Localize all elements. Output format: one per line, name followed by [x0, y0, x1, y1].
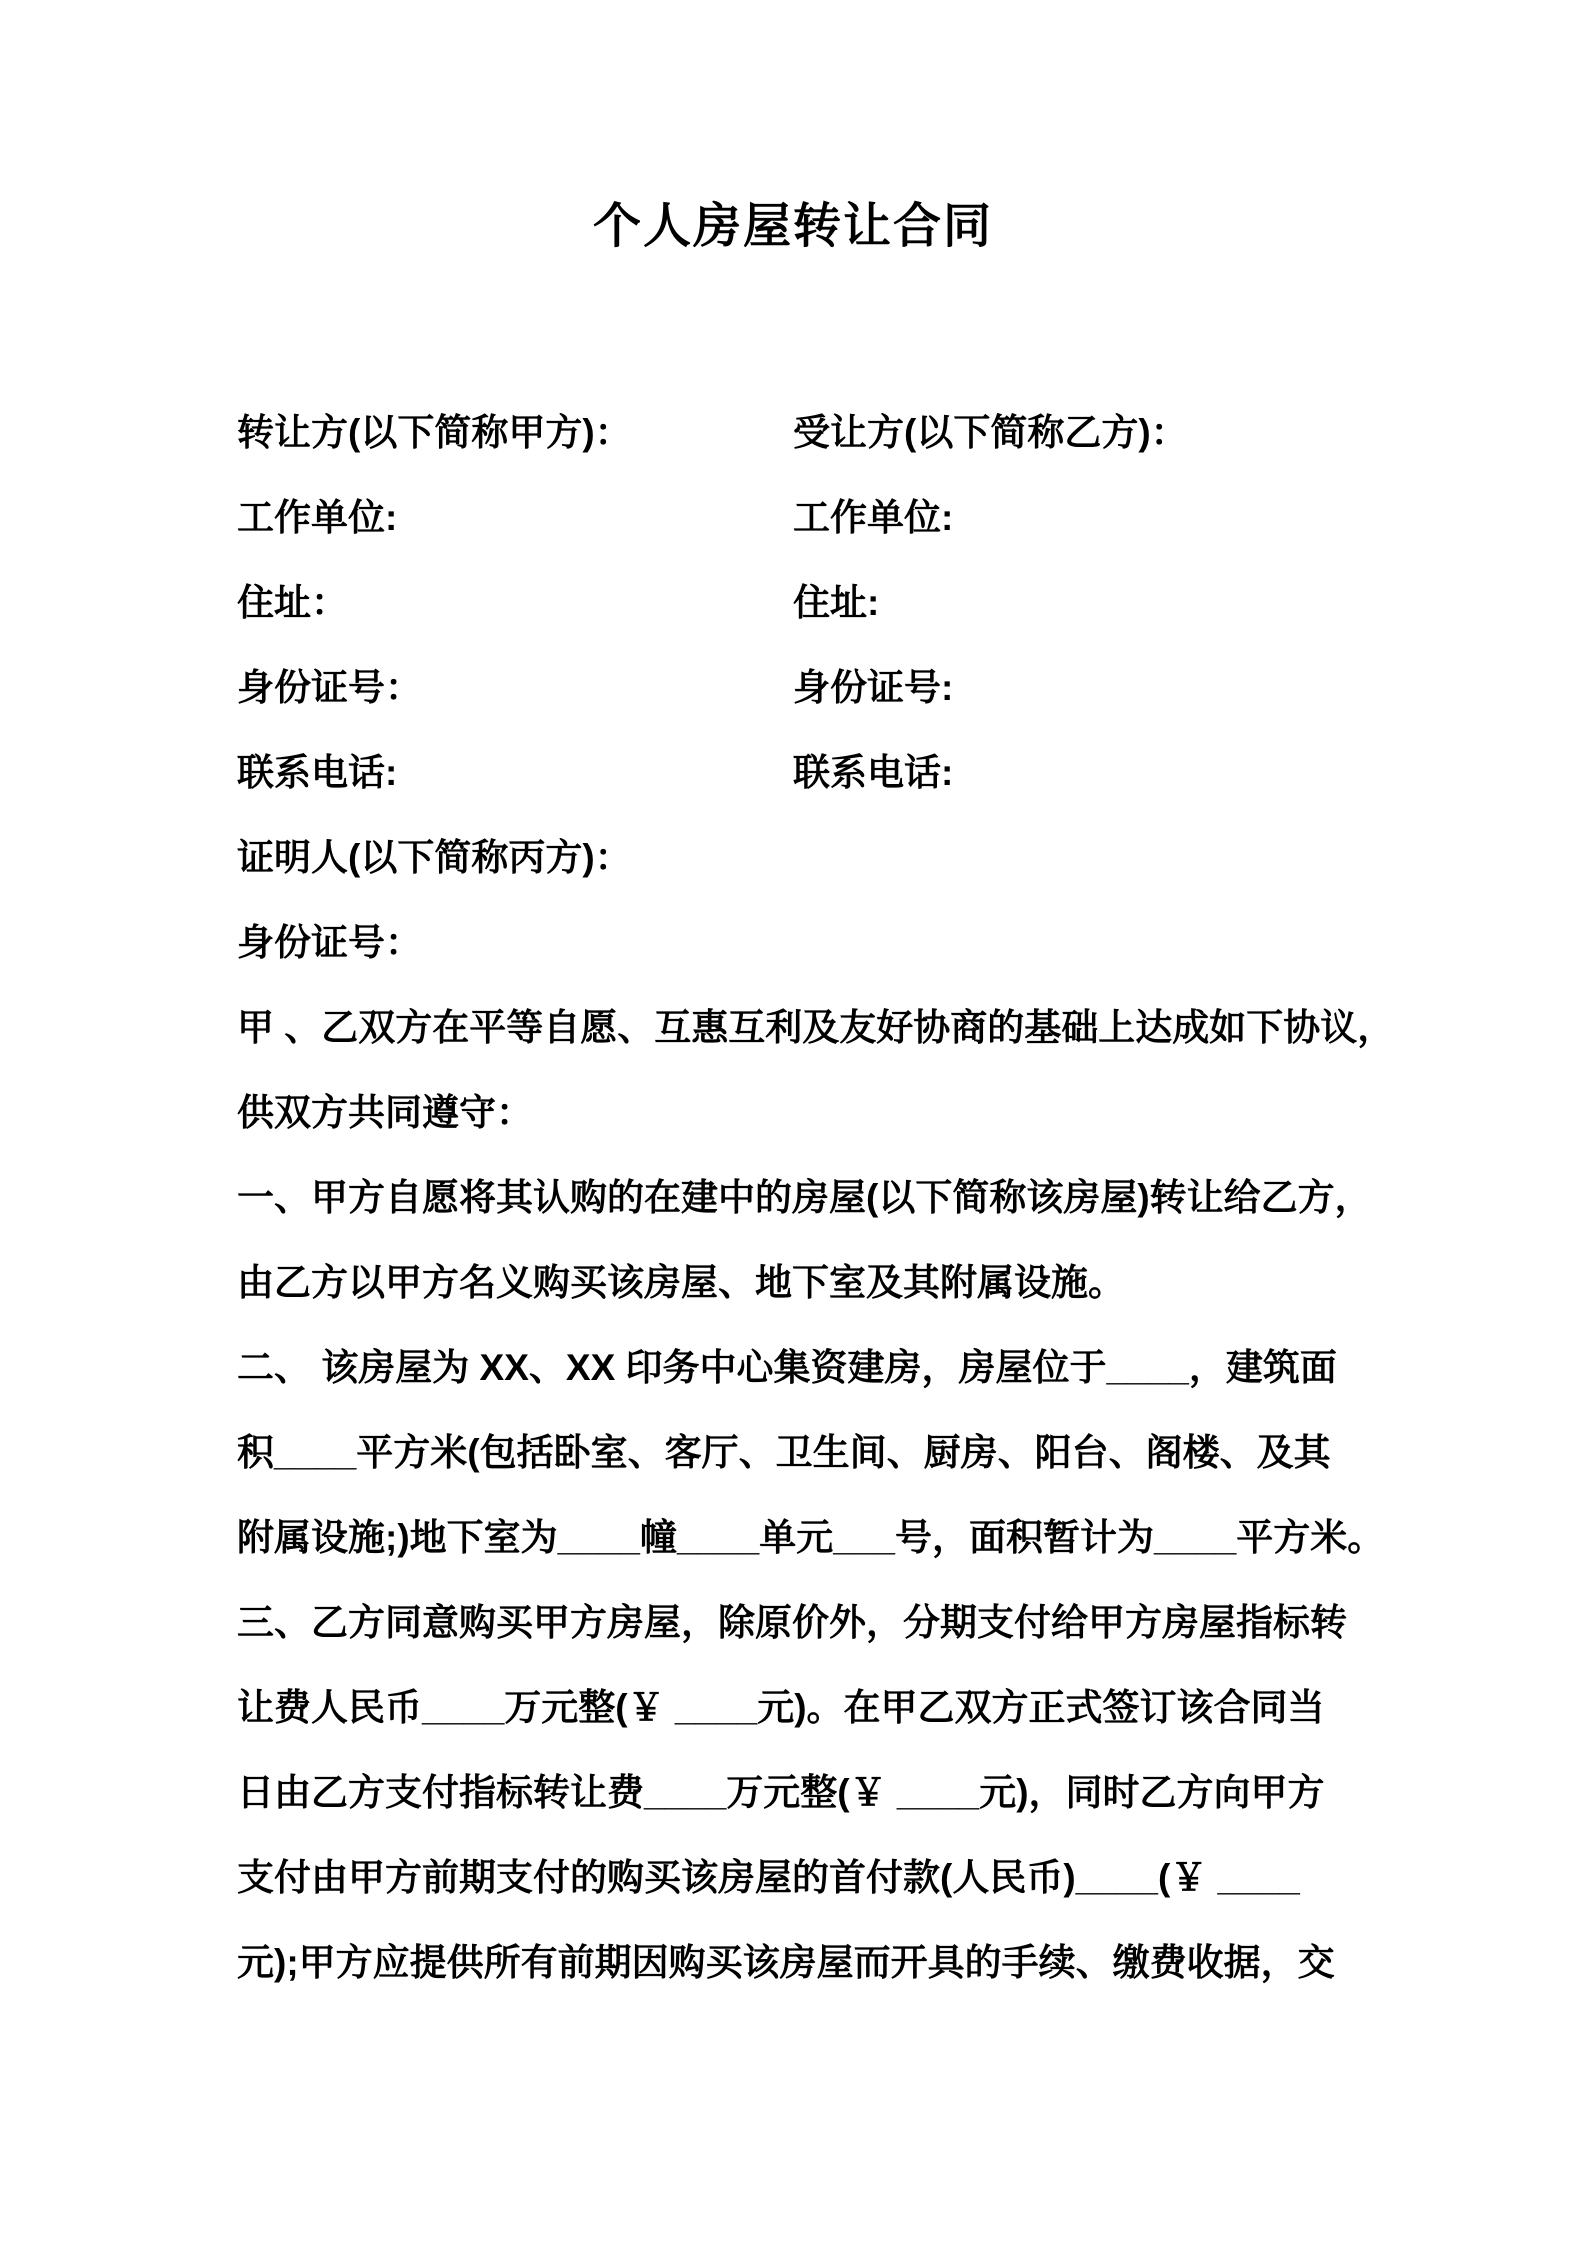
contract-body — [237, 985, 1417, 2005]
party-a-phone-label: 联系电话: — [237, 752, 398, 793]
contract-text-line: 附属设施;)地下室为____幢____单元___号，面积暂计为____平方米。 — [237, 1517, 1385, 1558]
work-unit-row — [237, 475, 1417, 560]
address-row — [237, 560, 1417, 645]
contract-text-line: 日由乙方支付指标转让费____万元整(￥ ____元)，同时乙方向甲方 — [237, 1772, 1325, 1813]
contract-text-line: 元);甲方应提供所有前期因购买该房屋而开具的手续、缴费收据，交 — [237, 1942, 1335, 1983]
id-number-row — [237, 645, 1417, 730]
witness-id-label: 身份证号： — [237, 922, 422, 963]
transferee-label: 受让方(以下简称乙方)： — [793, 412, 1188, 453]
party-a-address-label: 住址： — [237, 582, 348, 623]
witness-row-spacer — [793, 815, 1417, 900]
party-b-phone-label: 联系电话: — [793, 752, 954, 793]
party-names-row — [237, 390, 1417, 475]
phone-row — [237, 730, 1417, 815]
witness-row — [237, 815, 1417, 900]
contract-text-line: 供双方共同遵守： — [237, 1092, 533, 1133]
contract-text-line: 一、甲方自愿将其认购的在建中的房屋(以下简称该房屋)转让给乙方， — [237, 1177, 1372, 1218]
witness-label: 证明人(以下简称丙方)： — [237, 837, 632, 878]
contract-text-line: 让费人民币____万元整(￥ ____元)。在甲乙双方正式签订该合同当 — [237, 1687, 1325, 1728]
contract-text-line: 积____平方米(包括卧室、客厅、卫生间、厨房、阳台、阁楼、及其 — [237, 1432, 1331, 1473]
party-a-id-label: 身份证号： — [237, 667, 422, 708]
party-a-work-unit-label: 工作单位: — [237, 497, 398, 538]
contract-text-line: 支付由甲方前期支付的购买该房屋的首付款(人民币)____(￥ ____ — [237, 1857, 1300, 1898]
witness-id-row-spacer — [793, 900, 1417, 985]
contract-text-line: 由乙方以甲方名义购买该房屋、地下室及其附属设施。 — [237, 1262, 1125, 1303]
party-b-address-label: 住址: — [793, 582, 880, 623]
party-b-work-unit-label: 工作单位: — [793, 497, 954, 538]
contract-text-line: 三、乙方同意购买甲方房屋，除原价外，分期支付给甲方房屋指标转 — [237, 1602, 1347, 1643]
contract-text-line: 二、 该房屋为 XX、XX 印务中心集资建房，房屋位于____，建筑面 — [237, 1347, 1337, 1388]
witness-id-row — [237, 900, 1417, 985]
document-title: 个人房屋转让合同 — [592, 200, 993, 253]
party-b-id-label: 身份证号: — [793, 667, 954, 708]
contract-text-line: 甲 、乙双方在平等自愿、互惠互利及友好协商的基础上达成如下协议， — [237, 1007, 1395, 1048]
party-info-section — [237, 390, 1417, 985]
transferor-label: 转让方(以下简称甲方)： — [237, 412, 632, 453]
